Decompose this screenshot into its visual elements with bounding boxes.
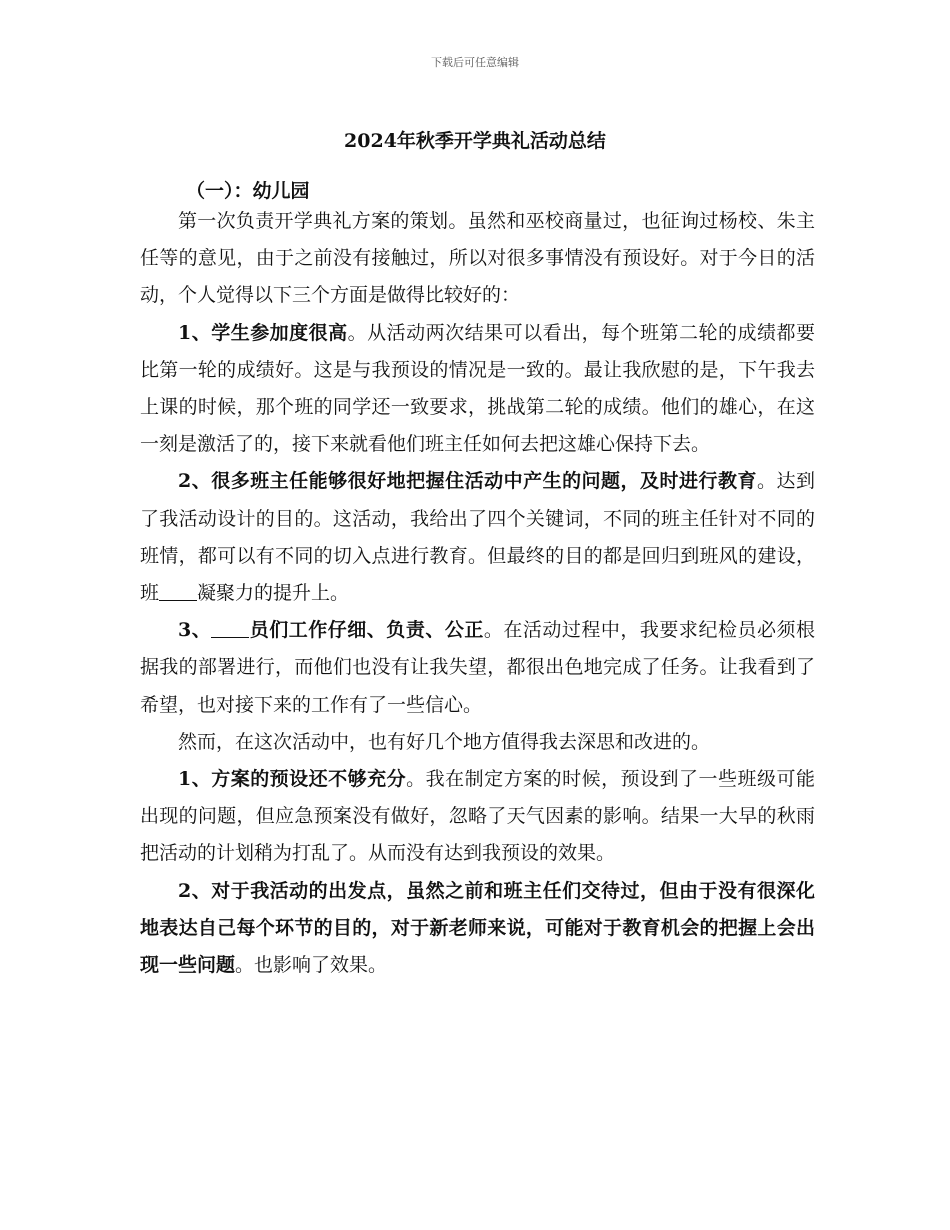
paragraph-bold-lead: 2、对于我活动的出发点，虽然之前和班主任们交待过，但由于没有很深化地表达自己每个环节的目的，对于新老师来说，可能对于教育机会的把握上会出现一些问题	[140, 879, 815, 977]
document-title: 2024年秋季开学典礼活动总结	[344, 130, 606, 152]
paragraph-text: 。从活动两次结果可以看出，每个班第二轮的成绩都要比第一轮的成绩好。这是与我预设的情况是一致的。最让我欣慰的是，下午我去上课的时候，那个班的同学还一致要求，挑战第二轮的成绩。他们的雄心，在这一刻是激活了的，接下来就看他们班主任如何去把这雄心保持下去。	[140, 321, 815, 456]
paragraph-bold-lead: 1、学生参加度很高	[178, 321, 348, 344]
paragraph	[140, 463, 815, 612]
document-body	[140, 203, 815, 984]
paragraph-text: 。达到了我活动设计的目的。这活动，我给出了四个关键词，不同的班主任针对不同的班情，都可以有不同的切入点进行教育。但最终的目的都是回归到班风的建设，班	[140, 470, 815, 605]
section-heading: （一）：幼儿园	[186, 180, 310, 202]
paragraph-bold-lead: 2、很多班主任能够很好地把握住活动中产生的问题，及时进行教育	[178, 470, 757, 493]
paragraph-text: 第一次负责开学典礼方案的策划。虽然和巫校商量过，也征询过杨校、朱主任等的意见，由于之前没有接触过，所以对很多事情没有预设好。对于今日的活动，个人觉得以下三个方面是做得比较好的：	[140, 210, 815, 307]
paragraph	[140, 761, 815, 873]
paragraph	[140, 315, 815, 464]
paragraph-text: 。在活动过程中，我要求纪检员必须根据我的部署进行，而他们也没有让我失望，都很出色地完成了任务。让我看到了希望，也对接下来的工作有了一些信心。	[140, 619, 815, 716]
paragraph-text: 凝聚力的提升上。	[197, 582, 350, 605]
paragraph-text: 。我在制定方案的时候，预设到了一些班级可能出现的问题，但应急预案没有做好，忽略了天气因素的影响。结果一大早的秋雨把活动的计划稍为打乱了。从而没有达到我预设的效果。	[140, 768, 815, 865]
paragraph-bold-lead: 3、	[178, 619, 212, 642]
fill-blank	[159, 581, 197, 601]
paragraph-bold-lead: 员们工作仔细、负责、公正	[249, 619, 484, 642]
paragraph-text: 然而，在这次活动中，也有好几个地方值得我去深思和改进的。	[178, 730, 711, 753]
paragraph-bold-lead: 1、方案的预设还不够充分	[178, 768, 407, 791]
header-note: 下载后可任意编辑	[431, 56, 519, 69]
paragraph-text: 。也影响了效果。	[235, 954, 388, 977]
paragraph	[140, 873, 815, 985]
fill-blank	[211, 618, 249, 638]
paragraph	[140, 203, 815, 315]
paragraph	[140, 724, 815, 761]
paragraph	[140, 612, 815, 724]
